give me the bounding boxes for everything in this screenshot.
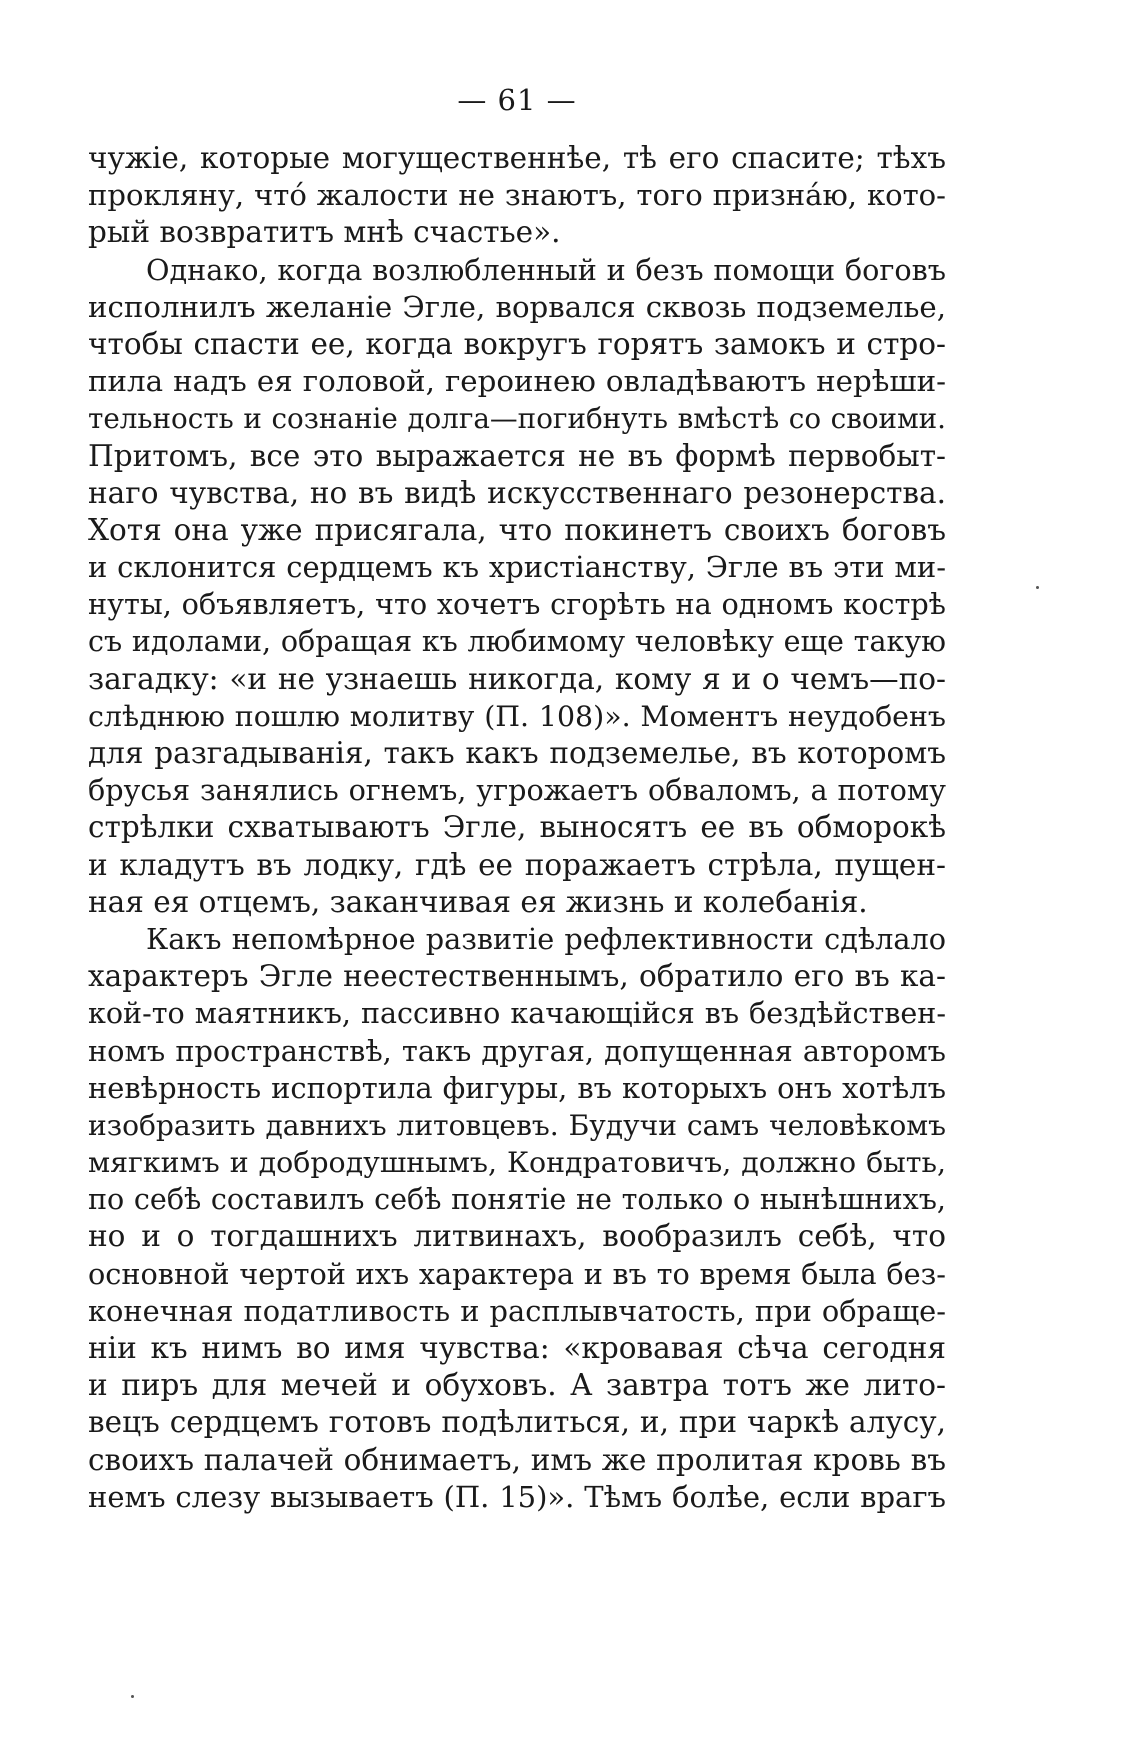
text-line: прокляну, чтó жалости не знаютъ, того признáю, кото- — [88, 178, 946, 213]
text-line: и кладутъ въ лодку, гдѣ ее поражаетъ стрѣла, пущен- — [88, 847, 946, 882]
text-line: наго чувства, но въ видѣ искусственнаго резонерства. — [88, 475, 946, 510]
text-line: мягкимъ и добродушнымъ, Кондратовичъ, должно быть, — [88, 1146, 946, 1180]
text-line: загадку: «и не узнаешь никогда, кому я и о чемъ—по- — [88, 661, 946, 696]
text-line: тельность и сознаніе долга—погибнуть вмѣстѣ со своими. — [88, 402, 946, 436]
text-line: характеръ Эгле неестественнымъ, обратило его въ ка- — [88, 959, 946, 994]
text-line: Притомъ, все это выражается не въ формѣ первобыт- — [88, 438, 946, 473]
text-line: Хотя она уже присягала, что покинетъ своихъ боговъ — [88, 512, 946, 547]
text-line: ная ея отцемъ, заканчивая ея жизнь и колебанія. — [88, 884, 868, 919]
text-line: для разгадыванія, такъ какъ подземелье, въ которомъ — [88, 736, 946, 770]
text-line: ніи къ нимъ во имя чувства: «кровавая сѣча сегодня — [88, 1331, 946, 1365]
text-line: слѣднюю пошлю молитву (П. 108)». Моментъ неудобенъ — [88, 699, 946, 733]
text-line: чтобы спасти ее, когда вокругъ горятъ замокъ и стро- — [88, 326, 946, 361]
text-line: конечная податливость и расплывчатость, при обраще- — [88, 1293, 946, 1328]
text-line: вецъ сердцемъ готовъ подѣлиться, и, при чаркѣ алусу, — [88, 1405, 946, 1440]
scan-speck — [131, 1695, 134, 1698]
text-line: пила надъ ея головой, героинею овладѣваютъ нерѣши- — [88, 364, 946, 399]
text-line: исполнилъ желаніе Эгле, ворвался сквозь подземелье, — [88, 289, 946, 324]
text-line: нуты, объявляетъ, что хочетъ сгорѣть на одномъ кострѣ — [88, 587, 946, 622]
page-number: — 61 — — [457, 83, 577, 117]
text-line: невѣрность испортила фигуры, въ которыхъ онъ хотѣлъ — [88, 1070, 946, 1105]
text-line: основной чертой ихъ характера и въ то время была без- — [88, 1256, 946, 1291]
text-line: Однако, когда возлюбленный и безъ помощи боговъ — [146, 252, 946, 287]
text-line: стрѣлки схватываютъ Эгле, выносятъ ее въ обморокѣ — [88, 810, 946, 845]
scan-speck — [1036, 586, 1039, 589]
text-line: Какъ непомѣрное развитіе рефлективности сдѣлало — [146, 921, 946, 956]
text-line: кой-то маятникъ, пассивно качающійся въ бездѣйствен- — [88, 996, 946, 1031]
text-line: немъ слезу вызываетъ (П. 15)». Тѣмъ болѣе, если врагъ — [88, 1479, 946, 1514]
text-line: изобразить давнихъ литовцевъ. Будучи самъ человѣкомъ — [88, 1108, 946, 1142]
text-line: рый возвратитъ мнѣ счастье». — [88, 215, 561, 250]
text-line: и пиръ для мечей и обуховъ. А завтра тотъ же лито- — [88, 1368, 946, 1403]
text-line: номъ пространствѣ, такъ другая, допущенная авторомъ — [88, 1033, 946, 1068]
text-line: и склонится сердцемъ къ христіанству, Эгле въ эти ми- — [88, 550, 946, 585]
body-text — [88, 140, 946, 1516]
book-page — [88, 78, 946, 1516]
text-line: своихъ палачей обнимаетъ, имъ же пролитая кровь въ — [88, 1442, 946, 1477]
text-line: по себѣ составилъ себѣ понятіе не только о нынѣшнихъ, — [88, 1182, 946, 1217]
text-line: но и о тогдашнихъ литвинахъ, вообразилъ себѣ, что — [88, 1219, 946, 1254]
text-line: брусья занялись огнемъ, угрожаетъ обваломъ, а потому — [88, 773, 946, 808]
text-line: чужіе, которые могущественнѣе, тѣ его спасите; тѣхъ — [88, 141, 946, 175]
text-line: съ идолами, обращая къ любимому человѣку еще такую — [88, 624, 946, 659]
